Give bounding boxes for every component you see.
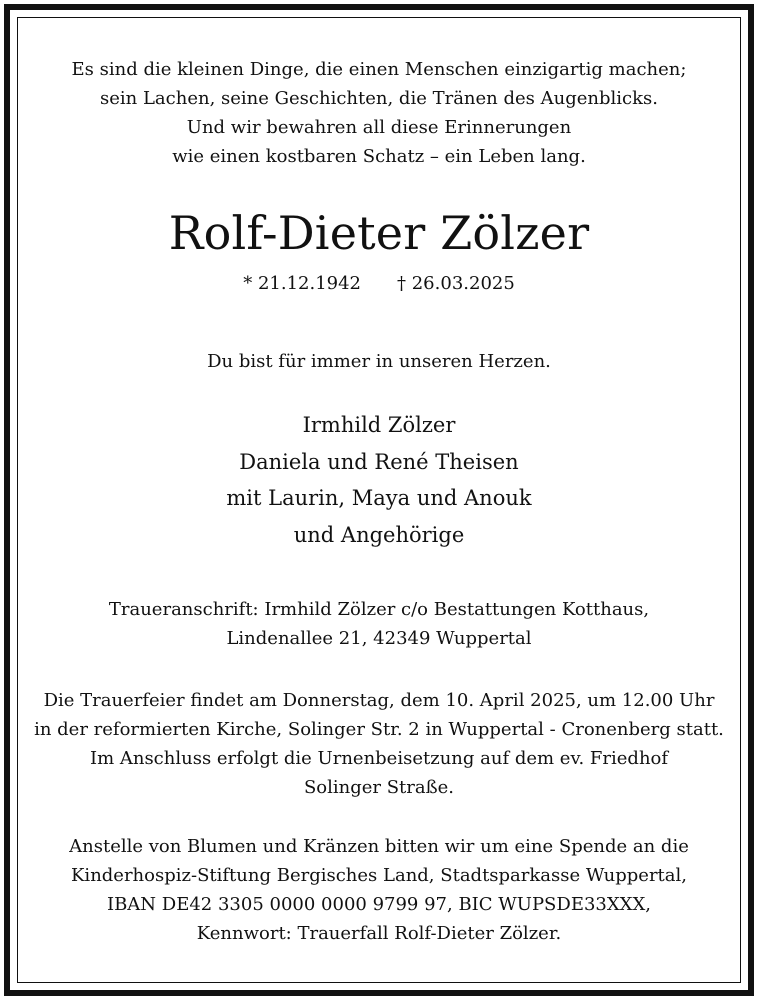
family-member: mit Laurin, Maya und Anouk [226,486,532,510]
ceremony-line: Im Anschluss erfolgt die Urnenbeisetzung auf dem ev. Friedhof [89,748,669,769]
death-date: 26.03.2025 [411,273,515,294]
donation-line: Kinderhospiz-Stiftung Bergisches Land, Stadtsparkasse Wuppertal, [70,865,687,886]
address-line: Lindenallee 21, 42349 Wuppertal [226,628,532,649]
motto-text: Du bist für immer in unseren Herzen. [207,351,551,372]
family-member: Daniela und René Theisen [239,449,519,474]
address-line: Traueranschrift: Irmhild Zölzer c/o Bestattungen Kotthaus, [108,599,650,620]
ceremony-line: Die Trauerfeier findet am Donnerstag, dem 10. April 2025, um 12.00 Uhr [43,690,715,711]
motto [17,347,741,376]
donation-line: Kennwort: Trauerfall Rolf-Dieter Zölzer. [196,923,562,944]
family-member: und Angehörige [293,522,465,547]
birth-symbol: * [243,273,253,294]
life-dates [17,271,741,297]
donation-line: IBAN DE42 3305 0000 0000 9799 97, BIC WUPSDE33XXX, [106,894,652,915]
ceremony-info [17,686,741,802]
poem [17,55,741,171]
poem-line: wie einen kostbaren Schatz – ein Leben lang. [172,146,586,167]
mourning-address [17,595,741,653]
family-list [17,407,741,553]
poem-line: sein Lachen, seine Geschichten, die Tränen des Augenblicks. [100,88,658,109]
ceremony-line: in der reformierten Kirche, Solinger Str. 2 in Wuppertal - Cronenberg statt. [34,719,724,740]
birth-date: 21.12.1942 [257,273,361,294]
poem-line: Und wir bewahren all diese Erinnerungen [186,117,572,138]
family-member: Irmhild Zölzer [302,413,456,437]
death-cross-icon: † [397,273,406,294]
ceremony-line: Solinger Straße. [303,777,455,798]
donation-line: Anstelle von Blumen und Kränzen bitten wir um eine Spende an die [69,836,689,857]
donation-info [17,832,741,948]
deceased-name: Rolf-Dieter Zölzer [168,206,590,260]
poem-line: Es sind die kleinen Dinge, die einen Menschen einzigartig machen; [71,59,687,80]
